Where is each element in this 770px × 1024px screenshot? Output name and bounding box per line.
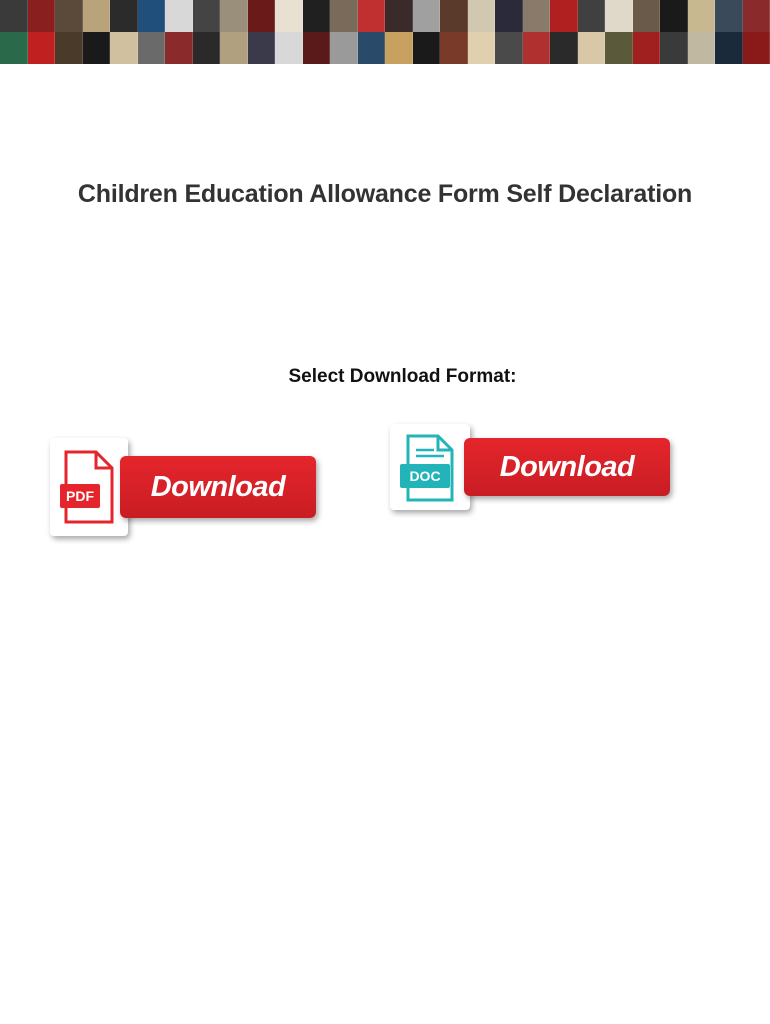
poster-thumbnail: [28, 0, 56, 32]
pdf-download-link[interactable]: [50, 438, 320, 538]
poster-thumbnail: [633, 0, 661, 32]
poster-thumbnail: [523, 32, 551, 64]
poster-thumbnail: [743, 0, 770, 32]
poster-thumbnail: [83, 0, 111, 32]
poster-thumbnail: [633, 32, 661, 64]
poster-thumbnail: [688, 0, 716, 32]
poster-thumbnail: [715, 32, 743, 64]
poster-thumbnail: [330, 0, 358, 32]
poster-thumbnail: [660, 0, 688, 32]
poster-thumbnail: [110, 32, 138, 64]
poster-thumbnail: [55, 32, 83, 64]
poster-thumbnail: [303, 32, 331, 64]
poster-thumbnail: [165, 0, 193, 32]
doc-file-card: [390, 424, 470, 510]
pdf-file-card: [50, 438, 128, 536]
poster-thumbnail: [358, 32, 386, 64]
poster-thumbnail: [743, 32, 770, 64]
poster-thumbnail: [385, 32, 413, 64]
poster-thumbnail: [0, 32, 28, 64]
poster-thumbnail: [28, 32, 56, 64]
poster-thumbnail: [138, 32, 166, 64]
poster-thumbnail: [605, 32, 633, 64]
pdf-download-button[interactable]: Download: [120, 456, 316, 518]
poster-thumbnail: [550, 32, 578, 64]
pdf-icon-label: PDF: [66, 488, 94, 504]
poster-thumbnail: [110, 0, 138, 32]
poster-thumbnail: [193, 32, 221, 64]
poster-thumbnail: [578, 0, 606, 32]
poster-thumbnail: [523, 0, 551, 32]
poster-thumbnail: [0, 0, 28, 32]
poster-thumbnail: [495, 0, 523, 32]
poster-thumbnail: [220, 32, 248, 64]
poster-thumbnail: [303, 0, 331, 32]
doc-file-icon: [390, 424, 470, 510]
poster-thumbnail: [220, 0, 248, 32]
poster-thumbnail: [55, 0, 83, 32]
poster-thumbnail: [83, 32, 111, 64]
doc-icon-label: DOC: [409, 468, 441, 484]
doc-download-link[interactable]: [390, 424, 674, 514]
pdf-file-icon: [50, 438, 128, 536]
poster-thumbnail: [468, 0, 496, 32]
poster-thumbnail: [275, 0, 303, 32]
poster-thumbnail: [165, 32, 193, 64]
poster-thumbnail: [495, 32, 523, 64]
poster-thumbnail: [688, 32, 716, 64]
poster-thumbnail: [413, 32, 441, 64]
doc-download-button[interactable]: Download: [464, 438, 670, 496]
poster-thumbnail: [715, 0, 743, 32]
poster-thumbnail: [440, 32, 468, 64]
page-title: Children Education Allowance Form Self Declaration: [77, 180, 693, 208]
poster-thumbnail: [138, 0, 166, 32]
poster-thumbnail: [385, 0, 413, 32]
poster-thumbnail: [248, 32, 276, 64]
select-format-label: Select Download Format:: [288, 366, 517, 387]
poster-thumbnail: [468, 32, 496, 64]
movie-poster-banner: [0, 0, 770, 64]
poster-thumbnail: [578, 32, 606, 64]
poster-thumbnail: [275, 32, 303, 64]
poster-thumbnail: [358, 0, 386, 32]
poster-thumbnail: [413, 0, 441, 32]
poster-thumbnail: [550, 0, 578, 32]
poster-thumbnail: [330, 32, 358, 64]
poster-thumbnail: [248, 0, 276, 32]
banner-row-bottom: [0, 32, 770, 64]
poster-thumbnail: [660, 32, 688, 64]
poster-thumbnail: [193, 0, 221, 32]
poster-thumbnail: [605, 0, 633, 32]
poster-thumbnail: [440, 0, 468, 32]
banner-row-top: [0, 0, 770, 32]
